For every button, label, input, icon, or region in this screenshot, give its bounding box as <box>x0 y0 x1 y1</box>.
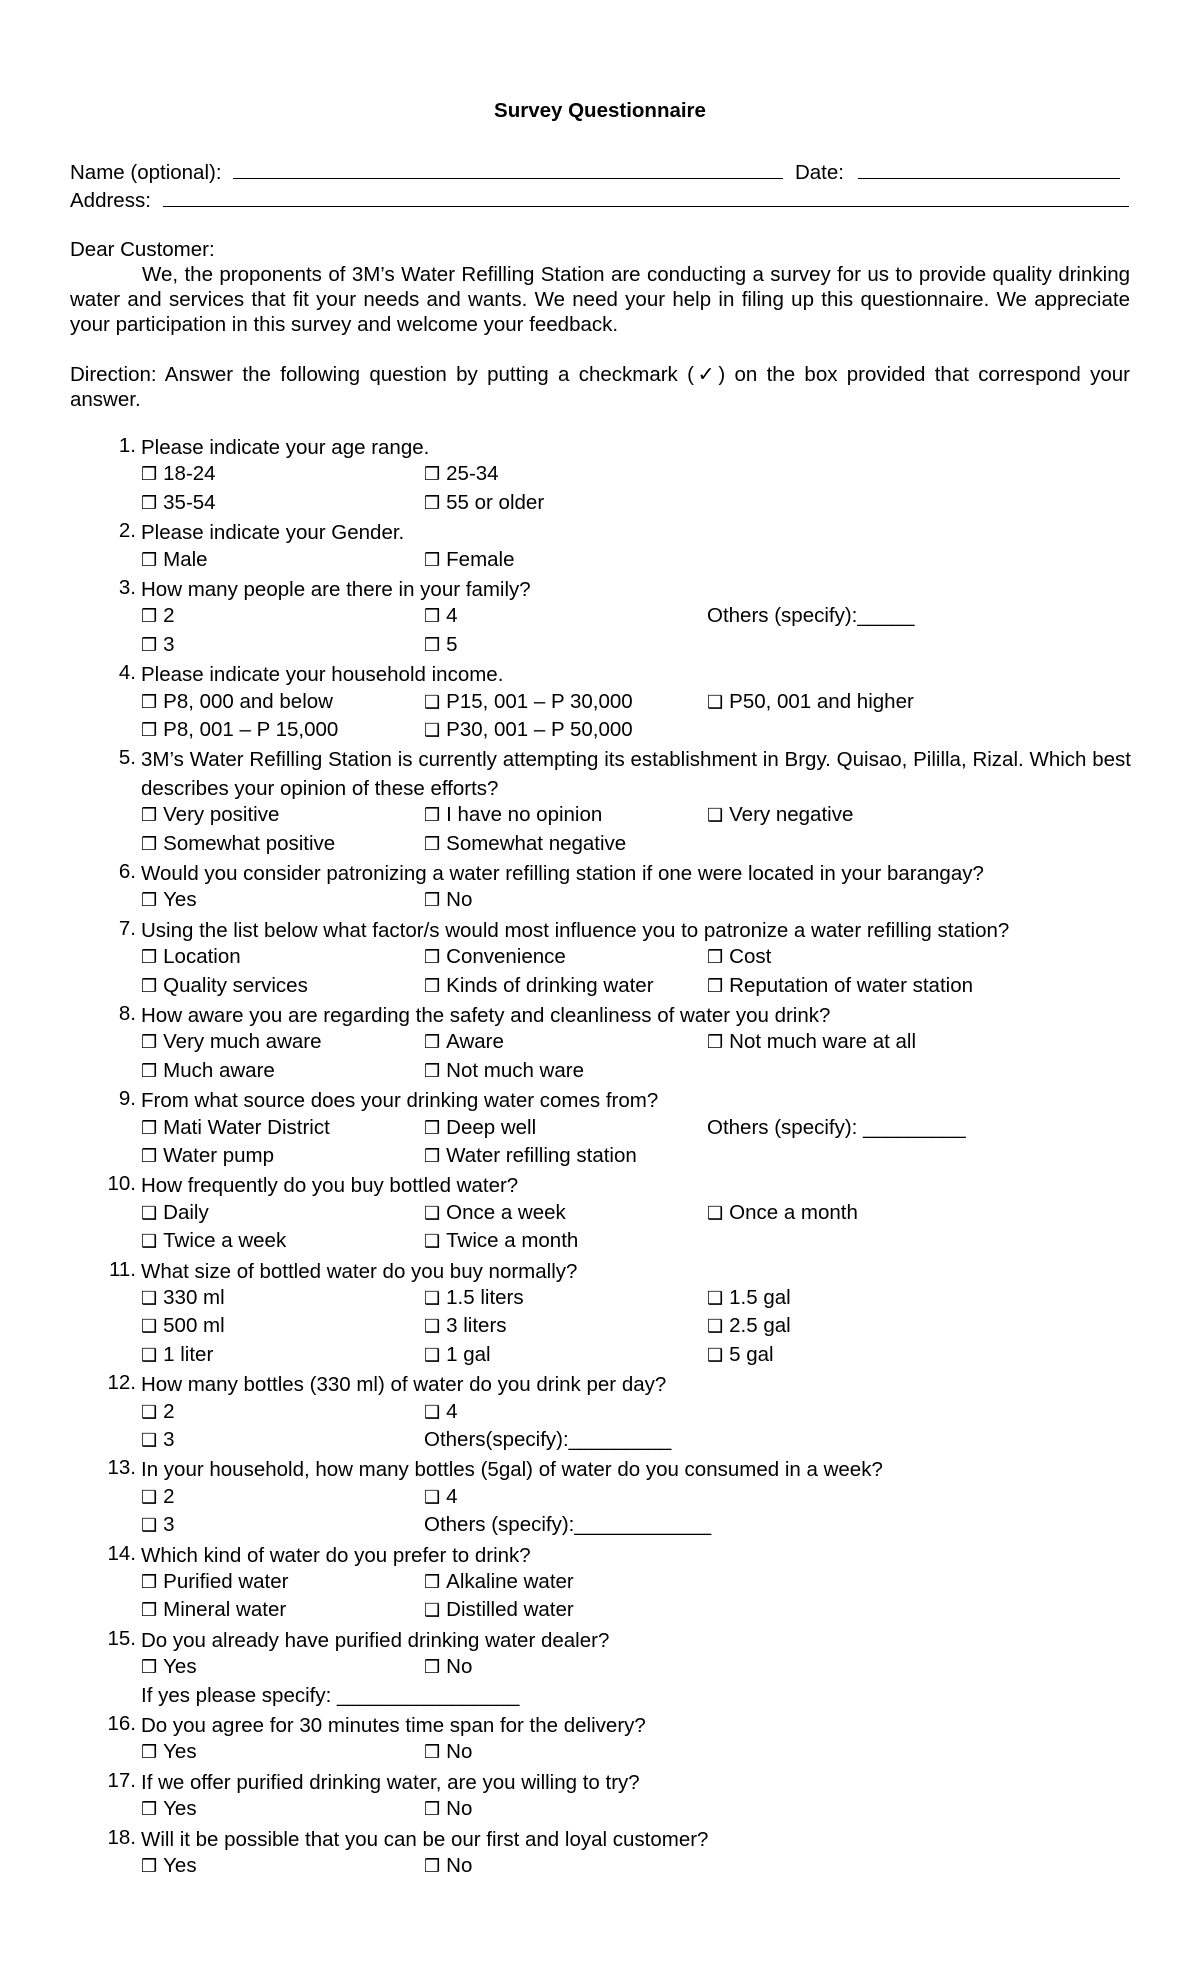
option-label: Somewhat positive <box>163 831 336 855</box>
checkbox-icon[interactable]: ❒ <box>141 1657 158 1678</box>
checkbox-icon[interactable]: ❑ <box>424 1344 441 1365</box>
answer-option[interactable] <box>141 604 175 628</box>
option-label: Water refilling station <box>446 1144 637 1167</box>
answer-option[interactable] <box>707 974 973 998</box>
option-label: 1.5 liters <box>446 1286 524 1309</box>
option-label: 2 <box>163 1484 175 1508</box>
option-label: 330 ml <box>163 1286 225 1309</box>
checkbox-icon[interactable]: ❒ <box>141 947 158 968</box>
answer-option[interactable] <box>141 1428 175 1452</box>
question-number: 2. <box>118 519 136 543</box>
checkbox-icon[interactable]: ❑ <box>141 1401 158 1422</box>
option-label: No <box>446 1854 473 1877</box>
checkbox-icon[interactable]: ❑ <box>141 1430 158 1450</box>
question-number: 18. <box>107 1825 136 1849</box>
checkbox-icon[interactable]: ❒ <box>141 634 158 655</box>
checkbox-icon[interactable]: ❑ <box>141 1288 158 1308</box>
option-label: 2 <box>163 1399 175 1423</box>
question-text: Please indicate your Gender. <box>141 521 405 545</box>
name-field-row <box>70 158 1120 185</box>
answer-option[interactable] <box>707 1030 916 1054</box>
answer-option[interactable] <box>707 1201 858 1225</box>
checkbox-icon[interactable]: ❑ <box>707 691 724 712</box>
checkbox-icon[interactable]: ❒ <box>141 691 158 712</box>
option-label: Yes <box>163 1797 197 1821</box>
answer-option[interactable] <box>424 1314 507 1338</box>
checkbox-icon[interactable]: ❒ <box>141 1572 158 1592</box>
checkbox-icon[interactable]: ❑ <box>424 1600 441 1621</box>
option-label: Quality services <box>163 973 308 997</box>
option-label: Alkaline water <box>446 1570 574 1593</box>
checkbox-icon[interactable]: ❒ <box>424 1742 441 1763</box>
option-label: Very negative <box>729 803 854 827</box>
question-text: Using the list below what factor/s would most influence you to patronize a water refilling station? <box>141 918 1010 942</box>
other-specify-field[interactable]: Others (specify):_____ <box>707 604 915 628</box>
answer-option[interactable] <box>141 690 333 714</box>
option-label: P8, 001 – P 15,000 <box>163 718 339 741</box>
option-label: P8, 000 and below <box>163 689 333 713</box>
answer-option[interactable] <box>424 1400 458 1424</box>
checkbox-icon[interactable]: ❒ <box>141 1799 158 1820</box>
answer-option[interactable] <box>424 1854 472 1878</box>
question-text: Which kind of water do you prefer to drink? <box>141 1543 531 1567</box>
answer-option[interactable] <box>141 1598 286 1622</box>
answer-option[interactable] <box>141 974 308 998</box>
option-label: 3 <box>163 1513 175 1537</box>
checkbox-icon[interactable]: ❑ <box>707 1344 724 1365</box>
answer-option[interactable] <box>707 1314 791 1338</box>
option-label: 2.5 gal <box>729 1314 791 1338</box>
question-text: If we offer purified drinking water, are you willing to try? <box>141 1770 640 1794</box>
answer-option[interactable] <box>424 974 654 998</box>
question-text: What size of bottled water do you buy normally? <box>141 1259 578 1283</box>
answer-option[interactable] <box>141 1201 209 1225</box>
option-label: Not much ware at all <box>729 1030 916 1054</box>
checkbox-icon[interactable]: ❑ <box>424 1288 441 1308</box>
answer-option[interactable] <box>424 1144 637 1168</box>
answer-option[interactable] <box>141 1570 288 1594</box>
option-label: 2 <box>163 604 175 628</box>
address-label: Address: <box>70 189 151 212</box>
checkbox-icon[interactable]: ❑ <box>707 1202 724 1223</box>
option-label: 18-24 <box>163 462 216 486</box>
question-number: 4. <box>118 661 136 685</box>
checkbox-icon[interactable]: ❒ <box>141 549 158 570</box>
option-label: 35-54 <box>163 490 216 514</box>
answer-option[interactable] <box>707 803 853 827</box>
question-number: 15. <box>107 1626 136 1650</box>
question-number: 17. <box>107 1768 136 1792</box>
answer-option[interactable] <box>424 1740 472 1764</box>
option-label: 25-34 <box>446 462 499 486</box>
checkbox-icon[interactable]: ❑ <box>707 1316 724 1337</box>
option-label: P30, 001 – P 50,000 <box>446 718 633 741</box>
question-text: How aware you are regarding the safety and cleanliness of water you drink? <box>141 1004 831 1027</box>
question-number: 3. <box>118 576 136 599</box>
checkbox-icon[interactable]: ❒ <box>141 720 158 740</box>
answer-option[interactable] <box>141 1229 286 1253</box>
checkbox-icon[interactable]: ❑ <box>424 1486 441 1507</box>
question-text: How many bottles (330 ml) of water do you drink per day? <box>141 1373 667 1397</box>
checkbox-icon[interactable]: ❒ <box>424 805 441 826</box>
answer-option[interactable] <box>424 604 458 628</box>
checkbox-icon[interactable]: ❑ <box>707 805 724 826</box>
option-label: 4 <box>446 604 458 628</box>
date-input-line[interactable] <box>858 158 1120 179</box>
option-label: Yes <box>163 1854 197 1877</box>
intro-text: We, the proponents of 3M’s Water Refilling Station are conducting a survey for us to provide quality drinking water and services that fit your needs and wants. We need your help in filing up this questionnaire. We appreciate your participation in this survey and welcome your feedback. <box>70 263 1130 336</box>
page-title: Survey Questionnaire <box>494 99 706 122</box>
answer-option[interactable] <box>424 1485 458 1509</box>
option-label: No <box>446 1797 473 1821</box>
intro-paragraph <box>70 262 1130 337</box>
answer-option[interactable] <box>141 1144 274 1168</box>
answer-option[interactable] <box>141 803 279 827</box>
answer-option[interactable] <box>141 1485 175 1509</box>
option-label: 500 ml <box>163 1314 225 1338</box>
answer-option[interactable] <box>424 1286 524 1310</box>
question-text: Would you consider patronizing a water refilling station if one were located in your barangay? <box>141 862 984 885</box>
question-number: 10. <box>107 1172 136 1196</box>
checkbox-icon[interactable]: ❑ <box>424 1202 441 1223</box>
question-text: Will it be possible that you can be our first and loyal customer? <box>141 1827 709 1851</box>
option-label: Female <box>446 547 515 571</box>
greeting: Dear Customer: <box>70 238 215 261</box>
answer-option[interactable] <box>707 1286 791 1310</box>
checkbox-icon[interactable]: ❒ <box>424 890 441 911</box>
name-input-line[interactable] <box>233 158 783 179</box>
answer-option[interactable] <box>424 633 458 657</box>
option-label: Deep well <box>446 1115 537 1139</box>
question-number: 7. <box>118 916 136 940</box>
question-text: Do you already have purified drinking water dealer? <box>141 1628 610 1652</box>
checkbox-icon[interactable]: ❒ <box>424 1799 441 1820</box>
question-number: 6. <box>118 860 136 883</box>
answer-option[interactable] <box>424 1655 472 1679</box>
answer-option[interactable] <box>424 1201 566 1225</box>
answer-option[interactable] <box>141 888 197 912</box>
checkbox-icon[interactable]: ❑ <box>141 1486 158 1507</box>
option-label: 1 gal <box>446 1342 491 1366</box>
question-text: From what source does your drinking water comes from? <box>141 1089 659 1113</box>
option-label: 1 liter <box>163 1342 214 1366</box>
answer-option[interactable] <box>141 1400 175 1424</box>
answer-option[interactable] <box>141 945 241 969</box>
checkbox-icon[interactable]: ❒ <box>141 492 158 513</box>
answer-option[interactable] <box>141 491 216 515</box>
checkbox-icon[interactable]: ❑ <box>141 1344 158 1365</box>
answer-option[interactable] <box>424 1229 578 1253</box>
checkbox-icon[interactable]: ❒ <box>141 1117 158 1138</box>
checkbox-icon[interactable]: ❒ <box>707 975 724 996</box>
question-text: 3M’s Water Refilling Station is currently attempting its establishment in Brgy. Quisao, Pililla, Rizal. Which best describes your opinion of these efforts? <box>141 748 1131 800</box>
checkbox-icon[interactable]: ❑ <box>424 691 441 712</box>
date-label: Date: <box>794 161 844 184</box>
checkbox-icon[interactable]: ❒ <box>424 833 441 854</box>
checkbox-icon[interactable]: ❑ <box>141 1515 158 1536</box>
checkbox-icon[interactable]: ❑ <box>141 1202 158 1223</box>
option-label: Twice a week <box>163 1229 287 1253</box>
answer-option[interactable] <box>707 1343 774 1367</box>
answer-option[interactable] <box>424 1059 584 1083</box>
answer-option[interactable] <box>424 1116 536 1140</box>
checkbox-icon[interactable]: ❑ <box>707 1288 724 1308</box>
answer-option[interactable] <box>424 718 633 742</box>
checkbox-icon[interactable]: ❑ <box>141 1231 158 1252</box>
option-label: Not much ware <box>446 1058 584 1082</box>
answer-option[interactable] <box>424 945 566 969</box>
option-label: Kinds of drinking water <box>446 973 654 997</box>
answer-option[interactable] <box>424 1797 472 1821</box>
checkbox-icon[interactable]: ❒ <box>141 975 158 996</box>
answer-option[interactable] <box>141 1286 225 1310</box>
answer-option[interactable] <box>141 718 338 742</box>
checkbox-icon[interactable]: ❒ <box>424 634 441 655</box>
question-text: How frequently do you buy bottled water? <box>141 1174 519 1198</box>
option-label: Mati Water District <box>163 1115 330 1139</box>
direction-paragraph: Direction: Answer the following question by putting a checkmark (✓) on the box provided that correspond your answer. <box>70 363 1130 411</box>
checkbox-icon[interactable]: ❒ <box>424 492 441 513</box>
answer-option[interactable] <box>141 1059 275 1083</box>
checkbox-icon[interactable]: ❑ <box>424 1401 441 1422</box>
question-number: 1. <box>118 434 136 457</box>
checkbox-icon[interactable]: ❒ <box>141 1032 158 1053</box>
option-label: Distilled water <box>446 1598 574 1622</box>
checkbox-icon[interactable]: ❒ <box>424 1117 441 1138</box>
option-label: 4 <box>446 1484 458 1508</box>
answer-option[interactable] <box>424 1343 491 1367</box>
checkbox-icon[interactable]: ❒ <box>141 805 158 826</box>
option-label: Yes <box>163 1740 197 1764</box>
answer-option[interactable] <box>141 1740 197 1764</box>
option-label: Once a month <box>729 1200 858 1224</box>
option-label: 3 <box>163 632 175 656</box>
question-text: Please indicate your household income. <box>141 663 504 687</box>
answer-option[interactable] <box>424 548 515 572</box>
question-number: 9. <box>118 1087 136 1111</box>
option-label: Yes <box>163 888 197 912</box>
answer-option[interactable] <box>141 1797 197 1821</box>
option-label: Aware <box>446 1030 504 1054</box>
other-specify-field[interactable]: Others(specify):_________ <box>424 1428 672 1451</box>
checkbox-icon[interactable]: ❒ <box>141 1146 158 1166</box>
checkbox-icon[interactable]: ❒ <box>141 606 158 627</box>
option-label: 3 <box>163 1428 175 1451</box>
checkbox-icon[interactable]: ❑ <box>141 1316 158 1337</box>
answer-option[interactable] <box>424 832 626 856</box>
question-number: 13. <box>107 1456 136 1480</box>
checkbox-icon[interactable]: ❑ <box>424 1231 441 1252</box>
question-number: 14. <box>107 1541 136 1565</box>
option-label: Daily <box>163 1200 209 1224</box>
checkbox-icon[interactable]: ❒ <box>707 947 724 968</box>
other-specify-field[interactable]: Others (specify):____________ <box>424 1513 712 1537</box>
answer-option[interactable] <box>424 1570 574 1594</box>
option-label: 4 <box>446 1399 458 1423</box>
checkbox-icon[interactable]: ❒ <box>424 1856 441 1876</box>
question-number: 5. <box>118 746 136 770</box>
address-input-line[interactable] <box>163 186 1129 207</box>
answer-option[interactable] <box>141 548 208 572</box>
answer-option[interactable] <box>424 1598 574 1622</box>
answer-option[interactable] <box>424 462 499 486</box>
answer-option[interactable] <box>141 1513 175 1537</box>
answer-option[interactable] <box>141 832 335 856</box>
question-text: In your household, how many bottles (5gal) of water do you consumed in a week? <box>141 1458 883 1482</box>
question-number: 8. <box>118 1002 136 1025</box>
answer-option[interactable] <box>707 690 914 714</box>
answer-option[interactable] <box>141 1343 213 1367</box>
option-label: No <box>446 1740 473 1764</box>
answer-option[interactable] <box>141 462 216 486</box>
answer-option[interactable] <box>141 1655 197 1679</box>
question-number: 12. <box>107 1371 136 1395</box>
option-label: Very positive <box>163 803 280 827</box>
option-label: No <box>446 888 473 912</box>
name-label: Name (optional): <box>70 161 222 184</box>
option-label: Reputation of water station <box>729 973 974 997</box>
question-text: Please indicate your age range. <box>141 436 430 459</box>
option-label: P15, 001 – P 30,000 <box>446 689 633 713</box>
checkbox-icon[interactable]: ❒ <box>141 890 158 911</box>
option-label: 5 gal <box>729 1342 774 1366</box>
checkbox-icon[interactable]: ❑ <box>424 1316 441 1337</box>
question-text: Do you agree for 30 minutes time span for the delivery? <box>141 1714 646 1737</box>
address-field-row <box>70 186 1129 213</box>
answer-option[interactable] <box>707 945 771 969</box>
checkbox-icon[interactable]: ❒ <box>141 1060 158 1081</box>
answer-option[interactable] <box>141 1030 322 1054</box>
answer-option[interactable] <box>141 1116 330 1140</box>
option-label: Cost <box>729 945 772 969</box>
checkbox-icon[interactable]: ❒ <box>141 833 158 854</box>
checkbox-icon[interactable]: ❒ <box>707 1032 724 1053</box>
answer-option[interactable] <box>141 1314 225 1338</box>
other-specify-field[interactable]: Others (specify): _________ <box>707 1115 966 1139</box>
question-number: 11. <box>109 1257 136 1281</box>
checkbox-icon[interactable]: ❒ <box>424 464 441 485</box>
checkbox-icon[interactable]: ❒ <box>424 947 441 968</box>
option-label: Male <box>163 547 208 571</box>
answer-option[interactable] <box>141 1854 197 1878</box>
option-label: Much aware <box>163 1058 275 1082</box>
option-label: No <box>446 1655 473 1679</box>
checkbox-icon[interactable]: ❒ <box>424 1146 441 1166</box>
checkbox-icon[interactable]: ❒ <box>424 1060 441 1081</box>
option-label: Water pump <box>163 1144 275 1167</box>
option-label: I have no opinion <box>446 803 603 827</box>
checkbox-icon[interactable]: ❒ <box>424 549 441 570</box>
checkbox-icon[interactable]: ❒ <box>424 975 441 996</box>
checkbox-icon[interactable]: ❒ <box>141 464 158 485</box>
option-label: Mineral water <box>163 1598 287 1622</box>
option-label: Location <box>163 945 241 969</box>
answer-option[interactable] <box>424 803 602 827</box>
option-label: Very much aware <box>163 1030 322 1054</box>
answer-option[interactable] <box>424 888 472 912</box>
answer-option[interactable] <box>424 1030 504 1054</box>
other-specify-field[interactable]: If yes please specify: ________________ <box>141 1683 520 1707</box>
checkbox-icon[interactable]: ❒ <box>141 1742 158 1763</box>
option-label: Purified water <box>163 1570 289 1593</box>
checkbox-icon[interactable]: ❑ <box>424 720 441 740</box>
answer-option[interactable] <box>424 690 633 714</box>
option-label: Twice a month <box>446 1229 579 1253</box>
answer-option[interactable] <box>424 491 544 515</box>
checkbox-icon[interactable]: ❒ <box>141 1600 158 1621</box>
checkbox-icon[interactable]: ❒ <box>141 1856 158 1876</box>
option-label: Convenience <box>446 945 566 969</box>
option-label: 3 liters <box>446 1314 507 1338</box>
option-label: 5 <box>446 632 458 656</box>
option-label: 55 or older <box>446 490 545 514</box>
checkbox-icon[interactable]: ❒ <box>424 606 441 627</box>
checkbox-icon[interactable]: ❒ <box>424 1657 441 1678</box>
checkbox-icon[interactable]: ❒ <box>424 1572 441 1592</box>
question-text: How many people are there in your family? <box>141 578 531 601</box>
answer-option[interactable] <box>141 633 175 657</box>
question-number: 16. <box>107 1712 136 1735</box>
option-label: Once a week <box>446 1200 566 1224</box>
checkbox-icon[interactable]: ❒ <box>424 1032 441 1053</box>
option-label: Somewhat negative <box>446 831 627 855</box>
option-label: 1.5 gal <box>729 1286 791 1309</box>
option-label: Yes <box>163 1655 197 1679</box>
option-label: P50, 001 and higher <box>729 689 914 713</box>
